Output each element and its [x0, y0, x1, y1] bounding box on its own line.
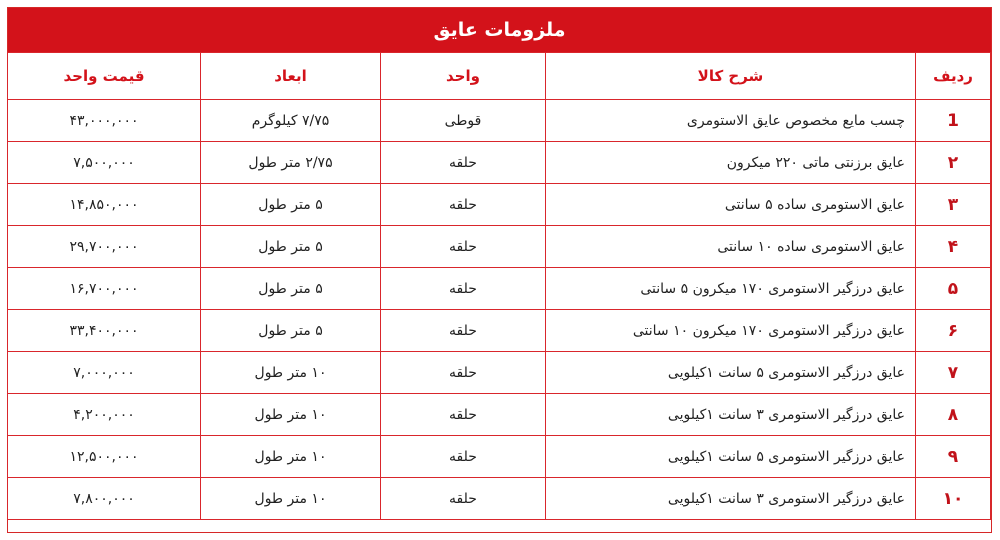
- row-description: عایق الاستومری ساده ۱۰ سانتی: [546, 226, 916, 268]
- row-number: ۹: [916, 436, 991, 478]
- table-title: ملزومات عایق: [8, 8, 991, 52]
- row-dimensions: ۱۰ متر طول: [201, 436, 381, 478]
- row-price: ۱۴,۸۵۰,۰۰۰: [8, 184, 201, 226]
- row-unit: حلقه: [381, 142, 546, 184]
- row-price: ۳۳,۴۰۰,۰۰۰: [8, 310, 201, 352]
- table-row: [8, 310, 991, 352]
- row-number: ۴: [916, 226, 991, 268]
- row-price: ۴۳,۰۰۰,۰۰۰: [8, 100, 201, 142]
- row-dimensions: ۷/۷۵ کیلوگرم: [201, 100, 381, 142]
- row-unit: حلقه: [381, 478, 546, 520]
- row-description: عایق درزگیر الاستومری ۳ سانت ۱کیلویی: [546, 394, 916, 436]
- row-number: 1: [916, 100, 991, 142]
- header-unit-price: قیمت واحد: [8, 53, 201, 100]
- row-unit: قوطی: [381, 100, 546, 142]
- row-number: ۸: [916, 394, 991, 436]
- row-description: چسب مایع مخصوص عایق الاستومری: [546, 100, 916, 142]
- row-description: عایق درزگیر الاستومری ۵ سانت ۱کیلویی: [546, 436, 916, 478]
- header-dimensions: ابعاد: [201, 53, 381, 100]
- table-row: [8, 226, 991, 268]
- row-description: عایق درزگیر الاستومری ۳ سانت ۱کیلویی: [546, 478, 916, 520]
- row-number: ۵: [916, 268, 991, 310]
- row-price: ۱۲,۵۰۰,۰۰۰: [8, 436, 201, 478]
- table-row: [8, 394, 991, 436]
- row-dimensions: ۵ متر طول: [201, 310, 381, 352]
- table-row: [8, 184, 991, 226]
- table-row: [8, 142, 991, 184]
- table-body: [8, 100, 991, 520]
- row-dimensions: ۲/۷۵ متر طول: [201, 142, 381, 184]
- header-unit: واحد: [381, 53, 546, 100]
- row-price: ۱۶,۷۰۰,۰۰۰: [8, 268, 201, 310]
- table-row: [8, 100, 991, 142]
- row-number: ۱۰: [916, 478, 991, 520]
- row-unit: حلقه: [381, 226, 546, 268]
- row-price: ۷,۸۰۰,۰۰۰: [8, 478, 201, 520]
- price-table-container: [7, 7, 992, 533]
- table-row: [8, 268, 991, 310]
- row-unit: حلقه: [381, 310, 546, 352]
- row-price: ۷,۵۰۰,۰۰۰: [8, 142, 201, 184]
- table-row: [8, 436, 991, 478]
- row-description: عایق برزنتی ماتی ۲۲۰ میکرون: [546, 142, 916, 184]
- row-number: ۲: [916, 142, 991, 184]
- row-description: عایق درزگیر الاستومری ۵ سانت ۱کیلویی: [546, 352, 916, 394]
- row-unit: حلقه: [381, 352, 546, 394]
- row-dimensions: ۱۰ متر طول: [201, 352, 381, 394]
- row-price: ۴,۲۰۰,۰۰۰: [8, 394, 201, 436]
- row-dimensions: ۱۰ متر طول: [201, 478, 381, 520]
- table-row: [8, 352, 991, 394]
- row-unit: حلقه: [381, 268, 546, 310]
- row-price: ۲۹,۷۰۰,۰۰۰: [8, 226, 201, 268]
- row-number: ۶: [916, 310, 991, 352]
- table-row: [8, 478, 991, 520]
- row-dimensions: ۵ متر طول: [201, 184, 381, 226]
- price-table: [7, 52, 991, 520]
- row-description: عایق الاستومری ساده ۵ سانتی: [546, 184, 916, 226]
- row-unit: حلقه: [381, 394, 546, 436]
- row-dimensions: ۵ متر طول: [201, 226, 381, 268]
- row-price: ۷,۰۰۰,۰۰۰: [8, 352, 201, 394]
- row-unit: حلقه: [381, 436, 546, 478]
- table-header-row: [8, 53, 991, 100]
- row-description: عایق درزگیر الاستومری ۱۷۰ میکرون ۵ سانتی: [546, 268, 916, 310]
- row-dimensions: ۱۰ متر طول: [201, 394, 381, 436]
- row-dimensions: ۵ متر طول: [201, 268, 381, 310]
- header-description: شرح کالا: [546, 53, 916, 100]
- row-number: ۷: [916, 352, 991, 394]
- row-description: عایق درزگیر الاستومری ۱۷۰ میکرون ۱۰ سانتی: [546, 310, 916, 352]
- header-row-number: ردیف: [916, 53, 991, 100]
- row-unit: حلقه: [381, 184, 546, 226]
- row-number: ۳: [916, 184, 991, 226]
